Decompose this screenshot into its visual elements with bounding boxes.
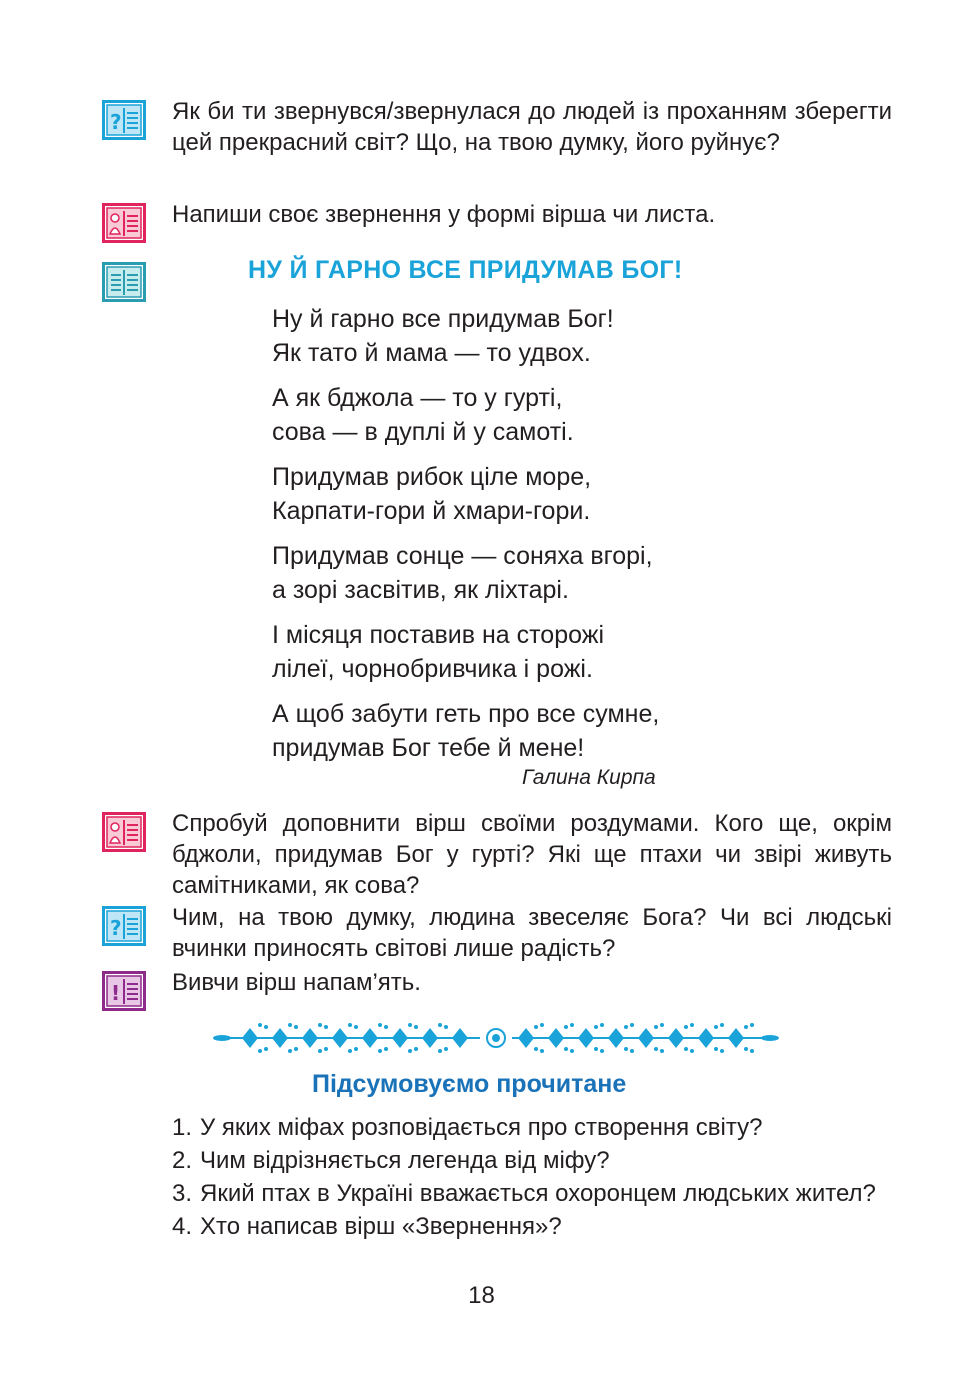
poem-line: А щоб забути геть про все сумне, (272, 700, 660, 728)
decorative-ornament (212, 1015, 780, 1061)
poem-line: придумав Бог тебе й мене! (272, 734, 585, 762)
poem-stanza (272, 302, 659, 370)
question-number: 4. (172, 1213, 193, 1240)
poem-line: Як тато й мама — то удвох. (272, 339, 591, 367)
poem-stanza (272, 460, 659, 528)
question-number: 2. (172, 1147, 193, 1174)
ornament-vine-right (512, 1023, 779, 1053)
question-text: У яких міфах розповідається про створення світу? (200, 1114, 763, 1141)
poem-line: Карпати-гори й хмари-гори. (272, 497, 591, 525)
poem-author: Галина Кирпа (522, 766, 656, 789)
task-text: Чим, на твою думку, людина звеселяє Бога? Чи всі людські вчинки приносять світові лише радість? (172, 904, 892, 962)
poem-stanza (272, 381, 659, 449)
question-text: Чим відрізняється легенда від міфу? (200, 1147, 610, 1174)
ornament-center-flower (487, 1029, 505, 1047)
svg-text:?: ? (110, 110, 122, 134)
memorize-icon (102, 971, 146, 1011)
poem-stanza (272, 697, 659, 765)
poem-stanza (272, 618, 659, 686)
ornament-vine-left (213, 1023, 480, 1053)
task-write (102, 199, 892, 230)
task-text: Напиши своє звернення у формі вірша чи листа. (172, 201, 716, 228)
summary-title: Підсумовуємо прочитане (312, 1070, 627, 1098)
poem-line: І місяця поставив на сторожі (272, 621, 604, 649)
poem-line: А як бджола — то у гурті, (272, 384, 563, 412)
task-reflect (102, 902, 892, 964)
reading-book-icon (102, 262, 146, 302)
task-text: Вивчи вірш напам’ять. (172, 969, 421, 996)
poem-title: НУ Й ГАРНО ВСЕ ПРИДУМАВ БОГ! (248, 256, 683, 284)
question-text: Хто написав вірш «Звернення»? (200, 1213, 562, 1240)
question-text: Який птах в Україні вважається охоронцем людських жител? (200, 1180, 876, 1207)
poem-line: сова — в дуплі й у самоті. (272, 418, 574, 446)
list-item (172, 1178, 892, 1209)
list-item (172, 1211, 892, 1242)
poem-stanza (272, 539, 659, 607)
poem-line: Ну й гарно все придумав Бог! (272, 305, 614, 333)
list-item (172, 1112, 892, 1143)
task-text: Як би ти звернувся/звернулася до людей із проханням зберегти цей прекрасний світ? Що, на твою думку, його руйнує? (172, 98, 892, 156)
summary-questions (172, 1112, 892, 1244)
page-number: 18 (468, 1282, 495, 1309)
question-book-icon (102, 100, 146, 140)
question-number: 3. (172, 1180, 193, 1207)
task-memorize (102, 967, 892, 1005)
list-item (172, 1145, 892, 1176)
question-number: 1. (172, 1114, 193, 1141)
poem-line: лілеї, чорнобривчика і рожі. (272, 655, 593, 683)
poem-line: а зорі засвітив, як ліхтарі. (272, 576, 569, 604)
poem (272, 302, 659, 776)
svg-text:!: ! (111, 981, 121, 1005)
task-think (102, 96, 892, 158)
task-text: Спробуй доповнити вірш своїми роздумами. Кого ще, окрім бджоли, придумав Бог у гурті? Які ще птахи чи звірі живуть самітниками, як сова? (172, 810, 892, 899)
poem-line: Придумав сонце — соняха вгорі, (272, 542, 653, 570)
task-complete-poem (102, 808, 892, 901)
question-book-icon (102, 906, 146, 946)
creative-writing-icon (102, 812, 146, 852)
svg-text:?: ? (110, 916, 122, 940)
creative-writing-icon (102, 203, 146, 243)
poem-line: Придумав рибок ціле море, (272, 463, 592, 491)
